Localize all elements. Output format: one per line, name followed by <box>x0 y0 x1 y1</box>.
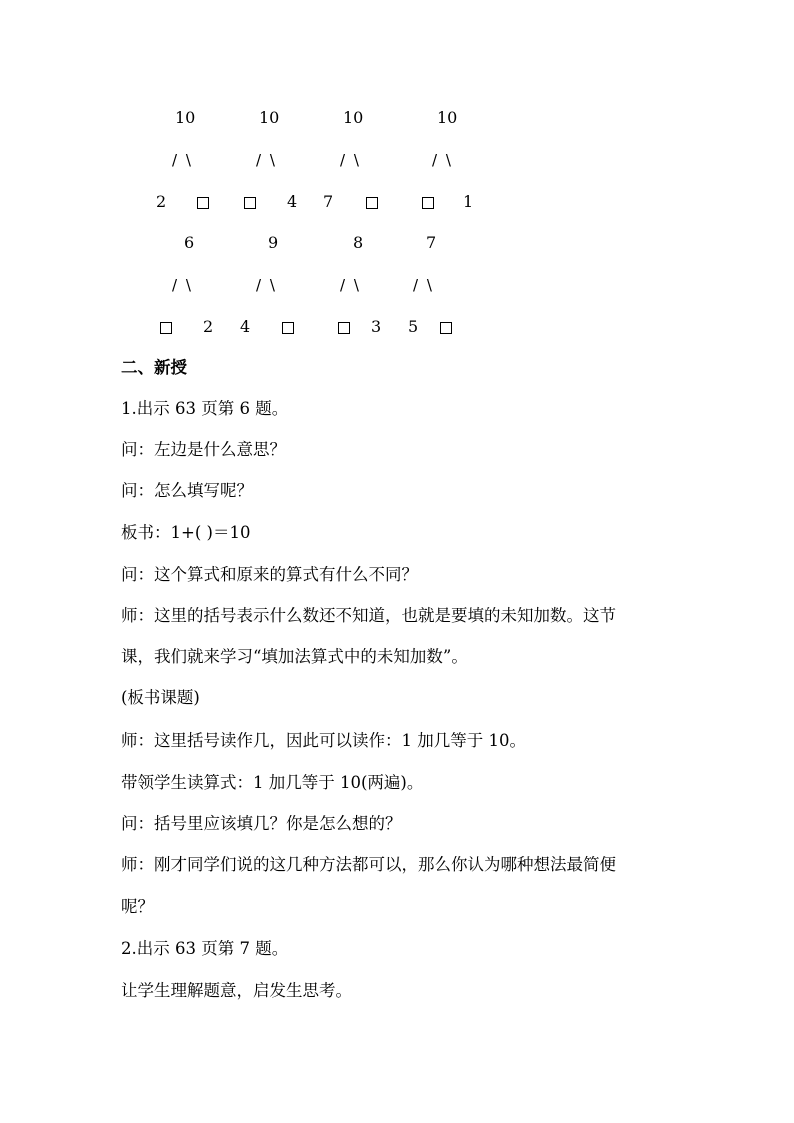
body-line: 师：这里的括号表示什么数还不知道，也就是要填的未知加数。这节 <box>121 606 616 625</box>
body-line: 问：这个算式和原来的算式有什么不同？ <box>121 565 418 584</box>
bond-branch-3: / \ <box>340 151 361 169</box>
bond-leaf: 7 <box>323 192 334 211</box>
empty-box-icon <box>440 322 452 334</box>
body-line: 2.出示 63 页第 7 题。 <box>121 939 289 958</box>
bond-top-5: 6 <box>184 233 195 252</box>
section-heading: 二、新授 <box>121 358 187 377</box>
bond-leaf: 5 <box>408 317 419 336</box>
bond-branch-7: / \ <box>340 276 361 294</box>
bond-leaf: 4 <box>287 192 298 211</box>
body-line: 问：括号里应该填几？你是怎么想的？ <box>121 814 402 833</box>
empty-box-icon <box>422 197 434 209</box>
body-line: 问：左边是什么意思？ <box>121 440 286 459</box>
empty-box-icon <box>338 322 350 334</box>
body-line: 1.出示 63 页第 6 题。 <box>121 399 289 418</box>
body-line: 板书：1+( )＝10 <box>121 523 251 542</box>
bond-leaf-blank <box>282 317 294 337</box>
bond-leaf: 2 <box>156 192 167 211</box>
empty-box-icon <box>244 197 256 209</box>
bond-leaf: 2 <box>203 317 214 336</box>
bond-leaf-blank <box>422 192 434 212</box>
bond-branch-2: / \ <box>256 151 277 169</box>
bond-leaf-blank <box>366 192 378 212</box>
bond-top-2: 10 <box>259 108 280 127</box>
body-line: 带领学生读算式：1 加几等于 10(两遍)。 <box>121 773 424 792</box>
bond-branch-8: / \ <box>413 276 434 294</box>
bond-top-6: 9 <box>268 233 279 252</box>
body-line: (板书课题) <box>121 688 200 707</box>
empty-box-icon <box>366 197 378 209</box>
empty-box-icon <box>282 322 294 334</box>
body-line: 师：刚才同学们说的这几种方法都可以，那么你认为哪种想法最简便 <box>121 855 616 874</box>
bond-leaf-blank <box>244 192 256 212</box>
bond-leaf-blank <box>440 317 452 337</box>
bond-top-7: 8 <box>353 233 364 252</box>
bond-branch-4: / \ <box>432 151 453 169</box>
bond-leaf: 4 <box>240 317 251 336</box>
bond-branch-1: / \ <box>172 151 193 169</box>
bond-leaf: 1 <box>463 192 474 211</box>
bond-top-8: 7 <box>426 233 437 252</box>
body-line: 师：这里括号读作几，因此可以读作：1 加几等于 10。 <box>121 731 526 750</box>
bond-leaf-blank <box>338 317 350 337</box>
bond-branch-5: / \ <box>172 276 193 294</box>
bond-top-1: 10 <box>175 108 196 127</box>
body-line: 让学生理解题意，启发生思考。 <box>121 981 352 1000</box>
empty-box-icon <box>160 322 172 334</box>
body-line: 问：怎么填写呢？ <box>121 481 253 500</box>
bond-leaf: 3 <box>371 317 382 336</box>
bond-top-3: 10 <box>343 108 364 127</box>
bond-top-4: 10 <box>437 108 458 127</box>
bond-branch-6: / \ <box>256 276 277 294</box>
bond-leaf-blank <box>160 317 172 337</box>
body-line: 课，我们就来学习“填加法算式中的未知加数”。 <box>121 647 468 666</box>
empty-box-icon <box>197 197 209 209</box>
body-line: 呢？ <box>121 897 154 916</box>
bond-leaf-blank <box>197 192 209 212</box>
